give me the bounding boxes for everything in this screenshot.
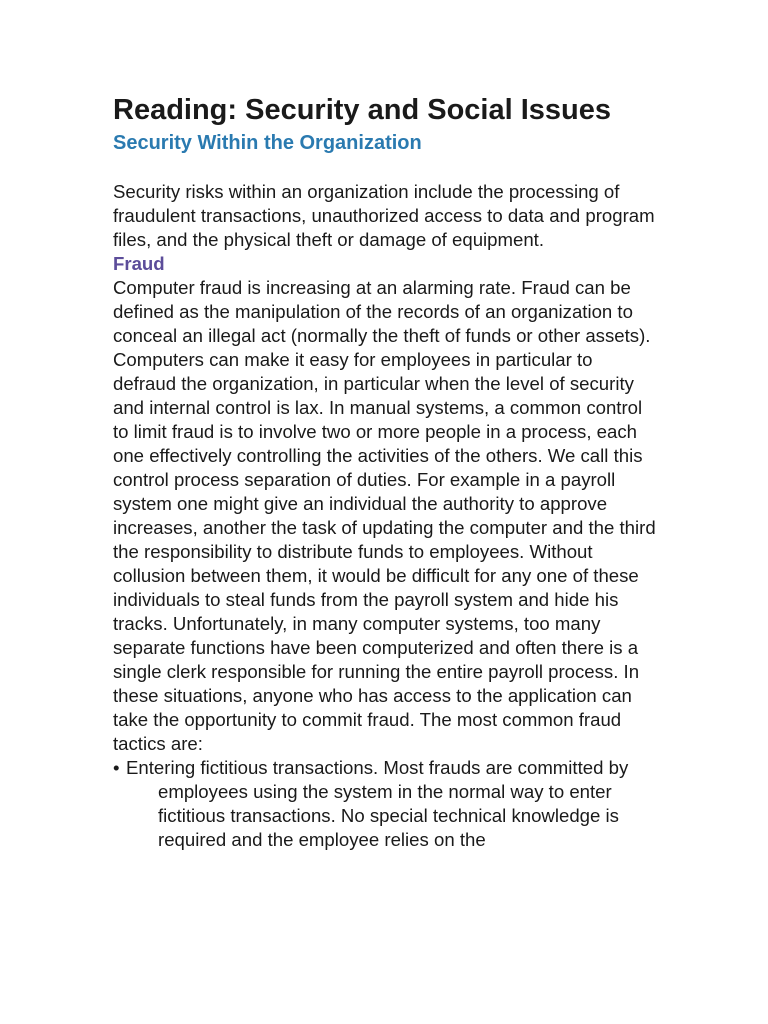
fraud-heading: Fraud: [113, 253, 165, 274]
list-item: [113, 756, 658, 852]
section-subtitle: Security Within the Organization: [113, 132, 422, 154]
document-page: [113, 92, 658, 852]
list-item-text: Entering fictitious transactions. Most frauds are committed by employees using the system in the normal way to enter fictitious transactions. No special technical knowledge is required and the employee relies on the: [126, 757, 629, 850]
document-title: Reading: Security and Social Issues: [113, 94, 611, 126]
bullet-icon: •: [113, 757, 120, 778]
intro-paragraph: Security risks within an organization include the processing of fraudulent transactions, unauthorized access to data and program files, and the physical theft or damage of equipment.: [113, 181, 655, 250]
fraud-tactics-list: [113, 756, 658, 852]
fraud-paragraph: Computer fraud is increasing at an alarming rate. Fraud can be defined as the manipulation of the records of an organization to conceal an illegal act (normally the theft of funds or other assets). Computers can make it easy for employees in particular to defraud the organization, in particular when the level of security and internal control is lax. In manual systems, a common control to limit fraud is to involve two or more people in a process, each one effectively controlling the activities of the others. We call this control process separation of duties. For example in a payroll system one might give an individual the authority to approve increases, another the task of updating the computer and the third the responsibility to distribute funds to employees. Without collusion between them, it would be difficult for any one of these individuals to steal funds from the payroll system and hide his tracks. Unfortunately, in many computer systems, too many separate functions have been computerized and often there is a single clerk responsible for running the entire payroll process. In these situations, anyone who has access to the application can take the opportunity to commit fraud. The most common fraud tactics are:: [113, 277, 656, 754]
